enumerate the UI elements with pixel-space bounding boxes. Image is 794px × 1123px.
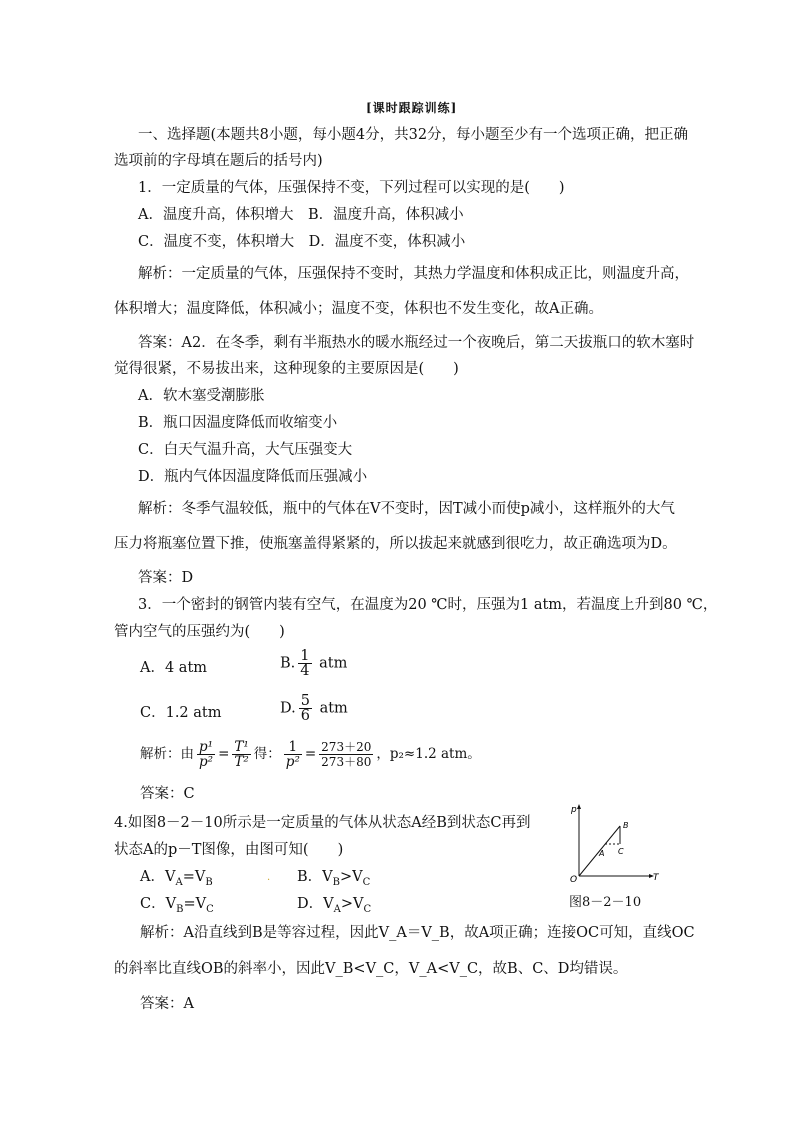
q2-option-a: A．软木塞受潮膨胀 xyxy=(138,388,265,404)
fraction-numerator: T¹ xyxy=(234,739,249,755)
q3-result: ，p₂≈1.2 atm。 xyxy=(376,746,481,762)
subscript: A xyxy=(333,903,341,915)
q1-analysis-line1: 解析：一定质量的气体，压强保持不变时，其热力学温度和体积成正比，则温度升高， xyxy=(138,266,689,282)
section-heading: 一、选择题(本题共8小题，每小题4分，共32分，每小题至少有一个选项正确，把正确 xyxy=(138,127,689,143)
q2-option-c: C．白天气温升高，大气压强变大 xyxy=(138,442,353,458)
q4-option-d-relation: >V xyxy=(340,896,364,912)
q3-option-b-label: B. xyxy=(280,655,296,672)
equals-sign: = xyxy=(304,746,317,762)
q3-option-a: A．4 atm xyxy=(140,660,208,676)
q2-stem-line1: 答案：A2．在冬季，剩有半瓶热水的暖水瓶经过一个夜晚后，第二天拔瓶口的软木塞时 xyxy=(138,335,695,351)
equals-sign: = xyxy=(218,746,230,762)
q1-options-row2: C．温度不变，体积增大 D．温度不变，体积减小 xyxy=(138,234,466,250)
stray-dot: . xyxy=(267,872,271,883)
q3-option-d-label: D. xyxy=(280,700,296,717)
subscript: C xyxy=(362,876,371,888)
fraction-numerator: p¹ xyxy=(199,739,214,755)
q4-option-b-relation: >V xyxy=(340,869,363,885)
q4-answer: 答案：A xyxy=(140,996,194,1012)
label-t: T xyxy=(653,873,659,882)
q4-analysis-line2: 的斜率比直线OB的斜率小，因此V_B<V_C，V_A<V_C，故B、C、D均错误。 xyxy=(114,961,628,977)
formula-fraction xyxy=(232,740,250,769)
q3-option-d xyxy=(280,694,348,723)
formula-fraction xyxy=(319,740,373,769)
subscript: B xyxy=(332,876,340,888)
q2-answer: 答案：D xyxy=(138,570,194,586)
fraction-numerator: 1 xyxy=(284,740,302,755)
q1-options-row1: A．温度升高，体积增大 B．温度升高，体积减小 xyxy=(138,207,464,223)
q4-option-c xyxy=(140,894,214,920)
q3-option-b-unit: atm xyxy=(319,655,348,672)
q3-option-d-fraction xyxy=(299,694,312,723)
q3-analysis-prefix: 解析：由 xyxy=(140,746,194,762)
q2-analysis-line1: 解析：冬季气温较低，瓶中的气体在V不变时，因T减小而使p减小，这样瓶外的大气 xyxy=(138,501,675,517)
q3-answer: 答案：C xyxy=(140,786,195,802)
subscript: B xyxy=(176,903,184,915)
label-o: O xyxy=(570,875,578,882)
q4-option-d-text: D．V xyxy=(297,896,334,912)
page-title: [课时跟踪训练] xyxy=(366,101,458,115)
fraction-denominator: T² xyxy=(234,754,249,770)
q3-option-c: C．1.2 atm xyxy=(140,705,222,721)
q4-option-b xyxy=(297,867,370,893)
p-axis-arrow xyxy=(577,804,581,809)
figure-caption: 图8－2－10 xyxy=(569,895,642,910)
fraction-numerator: 273＋20 xyxy=(321,740,372,754)
q4-analysis-line1: 解析：A沿直线到B是等容过程，因此V_A＝V_B，故A项正确；连接OC可知，直线OC xyxy=(140,925,695,941)
q3-option-b-fraction xyxy=(298,649,311,678)
q4-option-b-text: B．V xyxy=(297,869,333,885)
subscript: A xyxy=(175,876,183,888)
q4-option-d xyxy=(297,894,371,920)
subscript: B xyxy=(205,876,213,888)
label-a: A xyxy=(599,849,605,858)
q3-option-d-unit: atm xyxy=(319,700,348,717)
q2-analysis-line2: 压力将瓶塞位置下推，使瓶塞盖得紧紧的，所以拔起来就感到很吃力，故正确选项为D。 xyxy=(114,536,677,552)
fraction-denominator: 4 xyxy=(300,663,310,679)
pt-diagram xyxy=(565,800,665,882)
q3-option-b xyxy=(280,649,347,678)
q4-option-a-text: A．V xyxy=(140,869,176,885)
label-b: B xyxy=(623,821,629,830)
q1-stem: 1．一定质量的气体，压强保持不变，下列过程可以实现的是( ) xyxy=(138,180,565,196)
q3-stem-line2: 管内空气的压强约为( ) xyxy=(114,624,285,640)
de-text: 得： xyxy=(253,746,281,762)
q2-option-d: D．瓶内气体因温度降低而压强减小 xyxy=(138,469,368,485)
subscript: C xyxy=(206,903,214,915)
q2-option-b: B．瓶口因温度降低而收缩变小 xyxy=(138,415,338,431)
fraction-denominator: 273＋80 xyxy=(321,755,372,769)
label-p: p xyxy=(571,805,577,815)
fraction-denominator: 6 xyxy=(300,708,310,724)
q4-option-c-text: C．V xyxy=(140,896,177,912)
q4-option-a xyxy=(140,867,213,893)
q2-stem-line2: 觉得很紧，不易拔出来，这种现象的主要原因是( ) xyxy=(114,361,459,377)
q4-option-a-relation: =V xyxy=(182,869,206,885)
q4-stem-line1: 4.如图8－2－10所示是一定质量的气体从状态A经B到状态C再到 xyxy=(114,815,531,831)
fraction-numerator: 5 xyxy=(300,693,310,709)
q1-analysis-line2: 体积增大；温度降低，体积减小；温度不变，体积也不发生变化，故A正确。 xyxy=(114,301,603,317)
q4-stem-line2: 状态A的p－T图像，由图可知( ) xyxy=(114,842,344,858)
formula-fraction xyxy=(197,740,215,769)
q4-option-c-relation: =V xyxy=(183,896,207,912)
label-c: C xyxy=(618,847,624,856)
fraction-numerator: 1 xyxy=(300,648,310,664)
formula-fraction xyxy=(284,740,302,769)
q3-stem-line1: 3．一个密封的钢管内装有空气，在温度为20 ℃时，压强为1 atm，若温度上升到80 ℃， xyxy=(138,597,718,613)
fraction-denominator: p² xyxy=(199,754,214,770)
subscript: C xyxy=(363,903,372,915)
fraction-denominator: p² xyxy=(285,754,300,770)
q3-analysis xyxy=(140,740,481,769)
section-heading-cont: 选项前的字母填在题后的括号内) xyxy=(114,153,323,169)
